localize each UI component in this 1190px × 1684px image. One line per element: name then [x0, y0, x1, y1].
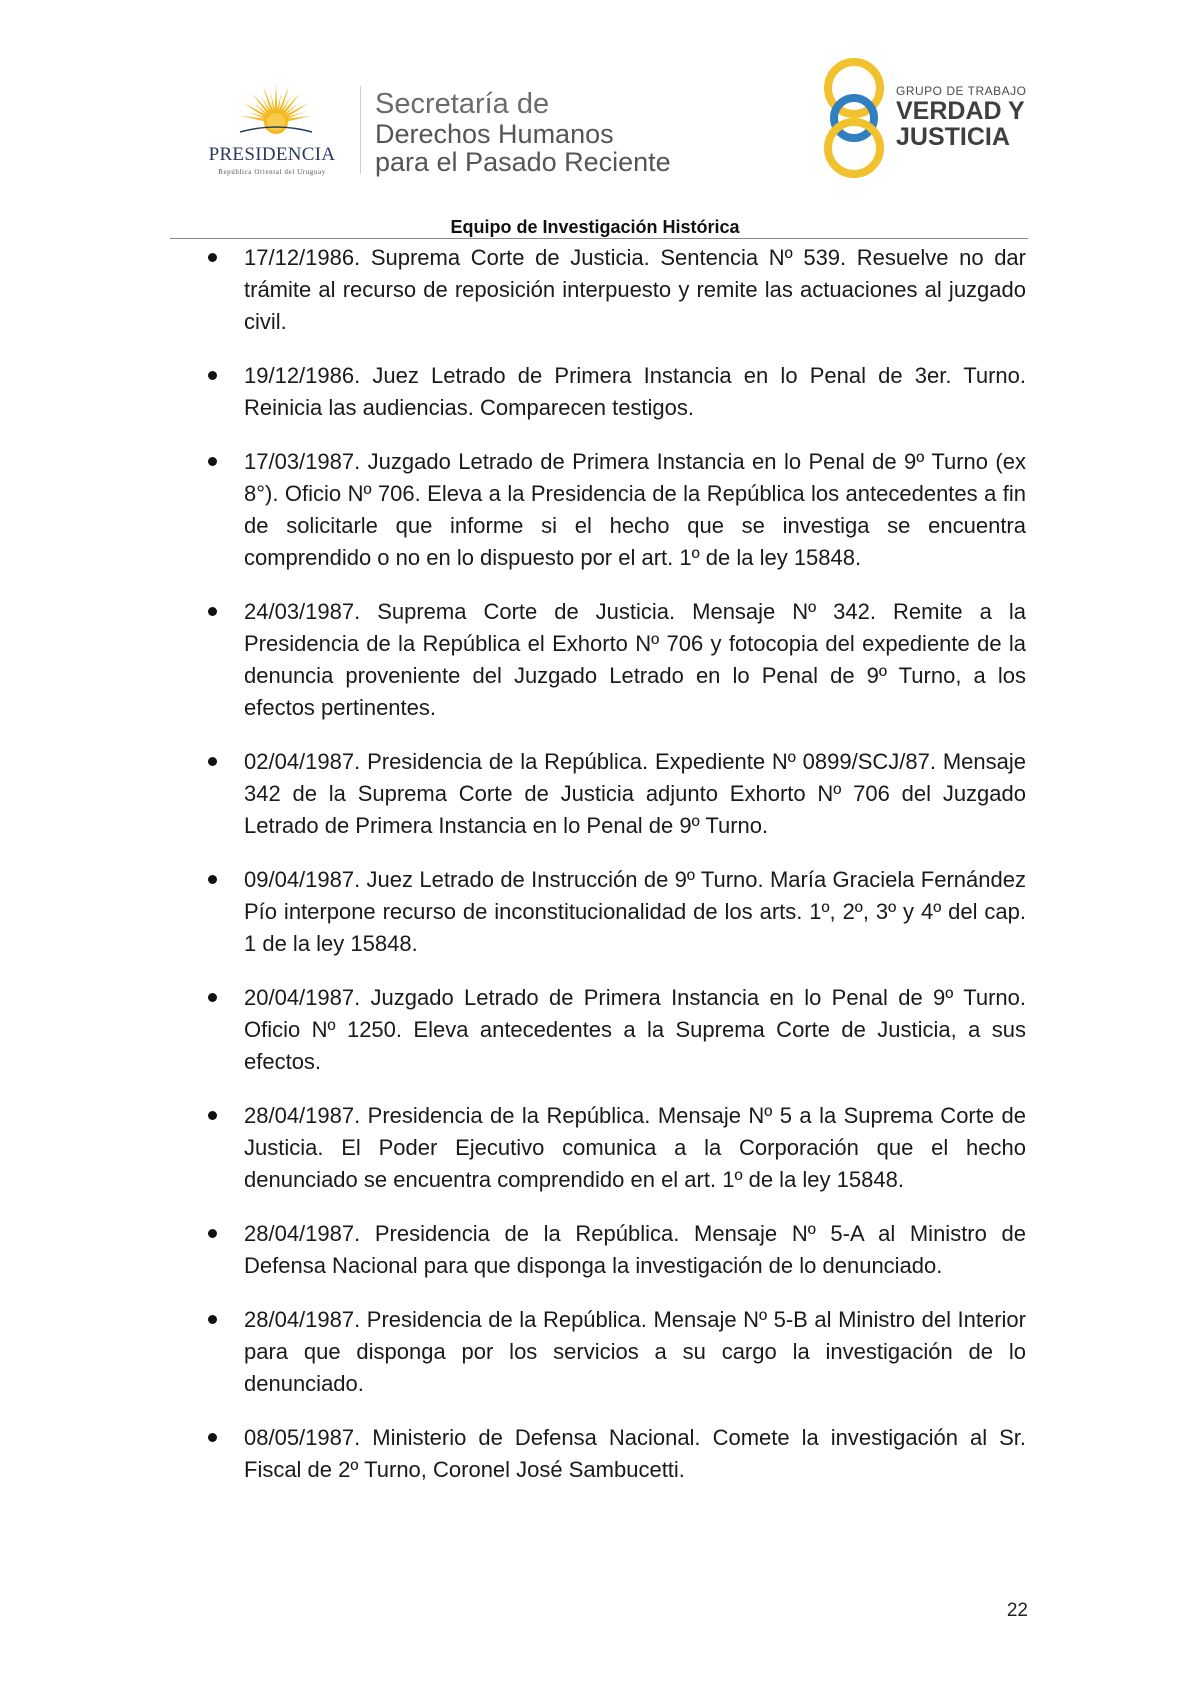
interlocking-rings-icon	[818, 56, 890, 180]
presidencia-logo	[196, 82, 348, 180]
secretaria-line1: Secretaría de	[375, 88, 550, 120]
chronology-list	[0, 242, 1190, 1508]
list-item	[0, 446, 1190, 574]
entry-text: 19/12/1986. Juez Letrado de Primera Instancia en lo Penal de 3er. Turno. Reinicia las audiencias. Comparecen testigos.	[244, 363, 1026, 420]
bullet-icon	[208, 1229, 217, 1238]
team-title: Equipo de Investigación Histórica	[450, 217, 740, 237]
header-rule	[170, 238, 1028, 239]
page-number: 22	[1006, 1600, 1028, 1621]
entry-text: 02/04/1987. Presidencia de la República. Expediente Nº 0899/SCJ/87. Mensaje 342 de la Suprema Corte de Justicia adjunto Exhorto Nº 706 del Juzgado Letrado de Primera Instancia en lo Penal de 9º Turno.	[244, 749, 1026, 838]
entry-text: 09/04/1987. Juez Letrado de Instrucción de 9º Turno. María Graciela Fernández Pío interpone recurso de inconstitucionalidad de los arts. 1º, 2º, 3º y 4º del cap. 1 de la ley 15848.	[244, 867, 1026, 956]
list-item	[0, 1422, 1190, 1486]
bullet-icon	[208, 757, 217, 766]
entry-text: 28/04/1987. Presidencia de la República. Mensaje Nº 5-A al Ministro de Defensa Nacional para que disponga la investigación de lo denunciado.	[244, 1221, 1026, 1278]
list-item	[0, 1100, 1190, 1196]
list-item	[0, 596, 1190, 724]
entry-text: 17/03/1987. Juzgado Letrado de Primera Instancia en lo Penal de 9º Turno (ex 8°). Oficio Nº 706. Eleva a la Presidencia de la República los antecedentes a fin de solicitarle que informe si el hecho que se investiga se encuentra comprendido o no en lo dispuesto por el art. 1º de la ley 15848.	[244, 449, 1026, 570]
list-item	[0, 360, 1190, 424]
bullet-icon	[208, 607, 217, 616]
entry-text: 20/04/1987. Juzgado Letrado de Primera Instancia en lo Penal de 9º Turno. Oficio Nº 1250. Eleva antecedentes a la Suprema Corte de Justicia, a sus efectos.	[244, 985, 1026, 1074]
header-divider	[360, 86, 361, 174]
bullet-icon	[208, 993, 217, 1002]
entry-text: 17/12/1986. Suprema Corte de Justicia. Sentencia Nº 539. Resuelve no dar trámite al recurso de reposición interpuesto y remite las actuaciones al juzgado civil.	[244, 245, 1026, 334]
justicia-label: JUSTICIA	[896, 123, 1010, 151]
bullet-icon	[208, 371, 217, 380]
bullet-icon	[208, 1111, 217, 1120]
bullet-icon	[208, 1315, 217, 1324]
presidencia-name: PRESIDENCIA	[208, 144, 336, 165]
secretaria-line2: Derechos Humanos	[375, 119, 614, 149]
list-item	[0, 982, 1190, 1078]
bullet-icon	[208, 253, 217, 262]
verdad-label: VERDAD Y	[896, 97, 1025, 125]
secretaria-line3: para el Pasado Reciente	[375, 147, 671, 177]
bullet-icon	[208, 457, 217, 466]
presidencia-subtitle: República Oriental del Uruguay	[218, 168, 326, 176]
list-item	[0, 242, 1190, 338]
entry-text: 28/04/1987. Presidencia de la República. Mensaje Nº 5 a la Suprema Corte de Justicia. El Poder Ejecutivo comunica a la Corporación que el hecho denunciado se encuentra comprendido en el art. 1º de la ley 15848.	[244, 1103, 1026, 1192]
list-item	[0, 1218, 1190, 1282]
entry-text: 28/04/1987. Presidencia de la República. Mensaje Nº 5-B al Ministro del Interior para que disponga por los servicios a su cargo la investigación de lo denunciado.	[244, 1307, 1026, 1396]
verdad-justicia-logo	[818, 56, 1028, 180]
sun-emblem-icon	[236, 82, 316, 144]
list-item	[0, 746, 1190, 842]
entry-text: 08/05/1987. Ministerio de Defensa Nacional. Comete la investigación al Sr. Fiscal de 2º Turno, Coronel José Sambucetti.	[244, 1425, 1026, 1482]
bullet-icon	[208, 875, 217, 884]
bullet-icon	[208, 1433, 217, 1442]
entry-text: 24/03/1987. Suprema Corte de Justicia. Mensaje Nº 342. Remite a la Presidencia de la República el Exhorto Nº 706 y fotocopia del expediente de la denuncia proveniente del Juzgado Letrado en lo Penal de 9º Turno, a los efectos pertinentes.	[244, 599, 1026, 720]
list-item	[0, 1304, 1190, 1400]
grupo-label: GRUPO DE TRABAJO	[896, 84, 1027, 98]
secretaria-logo-text	[375, 88, 671, 176]
list-item	[0, 864, 1190, 960]
